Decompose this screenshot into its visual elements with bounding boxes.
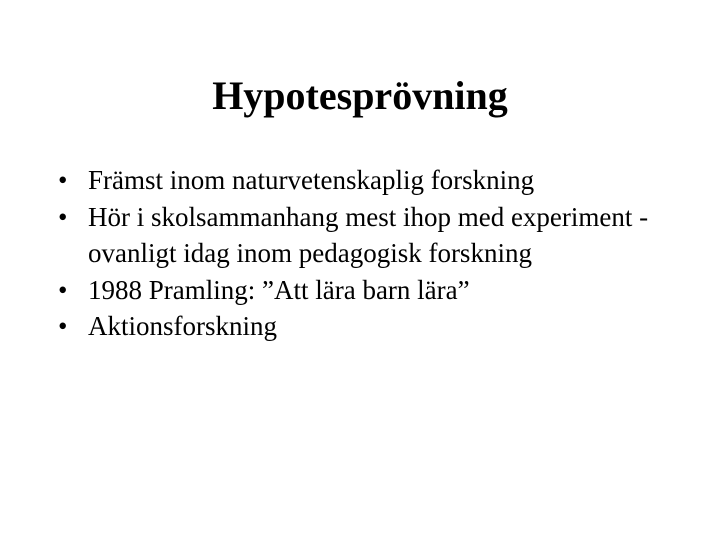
bullet-text: Aktionsforskning: [88, 311, 277, 341]
bullet-list: [58, 162, 698, 345]
bullet-marker: •: [58, 274, 68, 305]
bullet-item: [58, 162, 698, 199]
bullet-text: Främst inom naturvetenskaplig forskning: [88, 165, 535, 195]
bullet-marker: •: [58, 201, 68, 232]
slide-title: Hypotesprövning: [212, 73, 508, 118]
bullet-text: 1988 Pramling: ”Att lära barn lära”: [88, 274, 470, 305]
bullet-item: [58, 199, 698, 272]
bullet-marker: •: [58, 165, 68, 195]
bullet-text: Hör i skolsammanhang mest ihop med experiment - ovanligt idag inom pedagogisk forskning: [88, 201, 649, 268]
bullet-item: [58, 272, 698, 309]
bullet-marker: •: [58, 311, 68, 341]
bullet-item: [58, 308, 698, 345]
